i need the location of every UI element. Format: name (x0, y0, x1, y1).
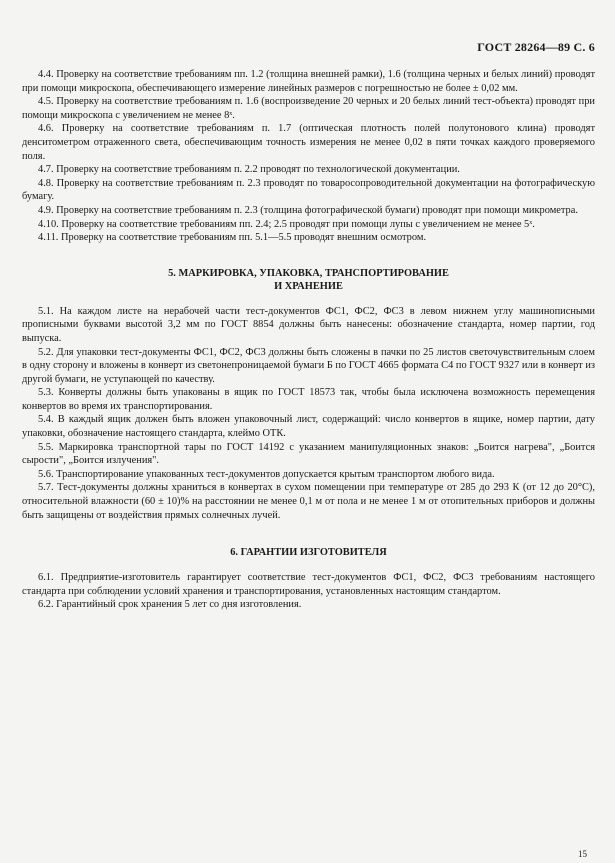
clause-4-6: 4.6. Проверку на соответствие требованиям п. 1.7 (оптическая плотность полей полутонового клина) проводят денситометром отраженного света, обеспечивающим точность измерения не менее 0,02 в пяти точках каждого проверяемого поля. (22, 123, 595, 162)
section-6-heading: 6. ГАРАНТИИ ИЗГОТОВИТЕЛЯ (230, 547, 387, 559)
clause-4-11: 4.11. Проверку на соответствие требованиям пп. 5.1—5.5 проводят внешним осмотром. (38, 232, 427, 244)
clause-5-7: 5.7. Тест-документы должны храниться в конвертах в сухом помещении при температуре от 285 до 293 К (от 12 до 20°С), относительной влажности (60 ± 10)% на расстоянии не менее 0,1 м от пола и не менее 1 м от отопительных приборов и должны быть защищены от воздействия прямых солнечных лучей. (22, 482, 595, 521)
document-body (22, 68, 595, 612)
clause-5-2: 5.2. Для упаковки тест-документы ФС1, ФС2, ФС3 должны быть сложены в пачки по 25 листов светочувствительным слоем в одну сторону и вложены в конверт из светонепроницаемой бумаги Б по ГОСТ 4665 формата С4 по ГОСТ 9327 или в конверт из другой бумаги, не уступающей по качеству. (22, 346, 595, 385)
clause-4-8: 4.8. Проверку на соответствие требованиям п. 2.3 проводят по товаросопроводительной документации на фотографическую бумагу. (22, 177, 595, 203)
section-5-title-line1: 5. МАРКИРОВКА, УПАКОВКА, ТРАНСПОРТИРОВАНИЕ (168, 267, 449, 279)
clause-5-4: 5.4. В каждый ящик должен быть вложен упаковочный лист, содержащий: число конвертов в ящике, номер партии, дату упаковки, обозначение настоящего стандарта, клеймо ОТК. (22, 414, 595, 440)
clause-6-2: 6.2. Гарантийный срок хранения 5 лет со дня изготовления. (38, 599, 302, 611)
clause-4-9: 4.9. Проверку на соответствие требованиям п. 2.3 (толщина фотографической бумаги) проводят при помощи микрометра. (38, 204, 578, 216)
clause-5-6: 5.6. Транспортирование упакованных тест-документов допускается крытым транспортом любого вида. (38, 468, 495, 480)
clause-5-3: 5.3. Конверты должны быть упакованы в ящик по ГОСТ 18573 так, чтобы была исключена возможность перемещения конвертов во время их транспортирования. (22, 387, 595, 412)
clause-5-1: 5.1. На каждом листе на нерабочей части тест-документов ФС1, ФС2, ФС3 в левом нижнем углу машинописными прописными буквами высотой 3,2 мм по ГОСТ 8854 должны быть нанесены: обозначение стандарта, номер партии, год выпуска. (22, 305, 595, 344)
clause-4-4: 4.4. Проверку на соответствие требованиям пп. 1.2 (толщина внешней рамки), 1.6 (толщина черных и белых линий) проводят при помощи микроскопа, обеспечивающего измерение линейных размеров с погрешностью не более ± 0,02 мм. (22, 69, 595, 94)
section-5-heading (22, 267, 595, 293)
clause-5-5: 5.5. Маркировка транспортной тары по ГОСТ 14192 с указанием манипуляционных знаков: „Боится нагрева", „Боится сырости", „Боится излучения". (22, 441, 595, 467)
clause-4-7: 4.7. Проверку на соответствие требованиям п. 2.2 проводят по технологической документации. (38, 164, 460, 176)
clause-6-1: 6.1. Предприятие-изготовитель гарантирует соответствие тест-документов ФС1, ФС2, ФС3 требованиям настоящего стандарта при соблюдении условий хранения и транспортирования, установленных настоящим стандартом. (22, 572, 595, 597)
page-number: 15 (578, 849, 587, 859)
clause-4-5: 4.5. Проверку на соответствие требованиям п. 1.6 (воспроизведение 20 черных и 20 белых линий тест-объекта) проводят при помощи микроскопа с увеличением не менее 8ˣ. (22, 96, 595, 121)
section-5-title-line2: И ХРАНЕНИЕ (274, 280, 343, 292)
document-reference: ГОСТ 28264—89 С. 6 (477, 40, 595, 54)
clause-4-10: 4.10. Проверку на соответствие требованиям пп. 2.4; 2.5 проводят при помощи лупы с увеличением не менее 5ˣ. (38, 218, 535, 230)
